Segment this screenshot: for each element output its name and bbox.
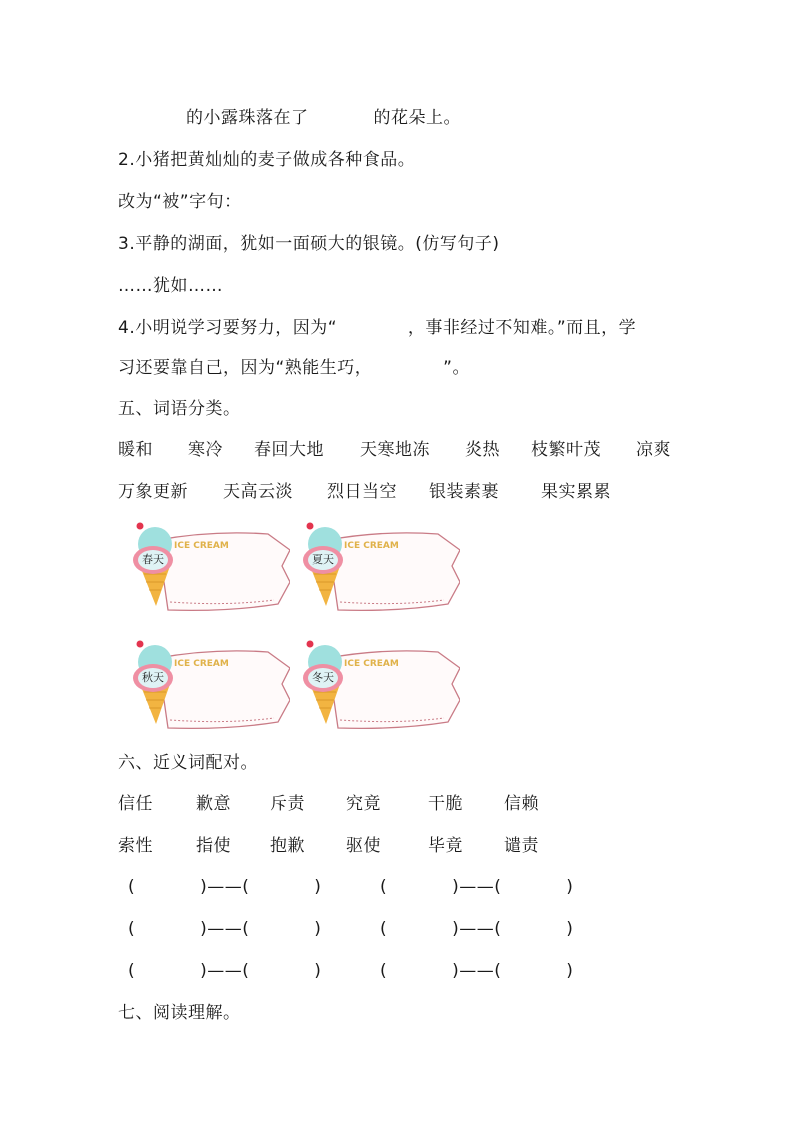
pair-blank[interactable]: ( )——( )	[128, 961, 322, 981]
word-item: 万象更新	[118, 482, 188, 502]
synonym-word: 毕竟	[428, 836, 463, 856]
season-card-winter[interactable]	[288, 634, 460, 732]
season-label-spring: 春天	[142, 553, 164, 566]
word-item: 炎热	[465, 440, 500, 460]
synonym-word: 驱使	[346, 836, 381, 856]
synonym-word: 指使	[196, 836, 231, 856]
pair-blank[interactable]: ( )——( )	[380, 877, 574, 897]
q2-title: 2.小猪把黄灿灿的麦子做成各种食品。	[118, 150, 416, 170]
season-label-autumn: 秋天	[142, 671, 164, 684]
ice-cream-banner-text: ICE CREAM	[174, 541, 229, 551]
q4-line1: 4.小明说学习要努力，因为“ ，事非经过不知难。”而且，学	[118, 318, 637, 338]
synonym-word: 歉意	[196, 794, 231, 814]
word-item: 寒冷	[188, 440, 223, 460]
section5-title: 五、词语分类。	[118, 399, 241, 419]
pair-blank[interactable]: ( )——( )	[380, 919, 574, 939]
synonym-word: 索性	[118, 836, 153, 856]
synonym-word: 斥责	[270, 794, 305, 814]
word-item: 天寒地冻	[360, 440, 430, 460]
q4-line2: 习还要靠自己，因为“熟能生巧， ”。	[118, 358, 470, 378]
pair-blank[interactable]: ( )——( )	[380, 961, 574, 981]
season-card-summer[interactable]	[288, 516, 460, 614]
section6-title: 六、近义词配对。	[118, 753, 258, 773]
word-item: 暖和	[118, 440, 153, 460]
season-card-spring[interactable]	[118, 516, 290, 614]
word-item: 烈日当空	[327, 482, 397, 502]
q2-instruction: 改为“被”字句：	[118, 192, 242, 212]
synonym-word: 谴责	[504, 836, 539, 856]
word-item: 枝繁叶茂	[531, 440, 601, 460]
season-label-winter: 冬天	[312, 671, 334, 684]
q3-title: 3.平静的湖面，犹如一面硕大的银镜。(仿写句子)	[118, 234, 500, 254]
season-label-summer: 夏天	[312, 553, 334, 566]
word-item: 果实累累	[541, 482, 611, 502]
word-item: 天高云淡	[223, 482, 293, 502]
pair-blank[interactable]: ( )——( )	[128, 919, 322, 939]
ice-cream-banner-text: ICE CREAM	[344, 659, 399, 669]
synonym-word: 究竟	[346, 794, 381, 814]
ice-cream-banner-text: ICE CREAM	[344, 541, 399, 551]
word-item: 银装素裹	[429, 482, 499, 502]
ice-cream-banner-text: ICE CREAM	[174, 659, 229, 669]
section7-title: 七、阅读理解。	[118, 1003, 241, 1023]
synonym-word: 抱歉	[270, 836, 305, 856]
season-card-autumn[interactable]	[118, 634, 290, 732]
pair-blank[interactable]: ( )——( )	[128, 877, 322, 897]
dew-sentence: 的小露珠落在了 的花朵上。	[186, 108, 461, 128]
word-item: 凉爽	[636, 440, 671, 460]
synonym-word: 信任	[118, 794, 153, 814]
q3-pattern: ……犹如……	[118, 276, 223, 296]
synonym-word: 干脆	[428, 794, 463, 814]
synonym-word: 信赖	[504, 794, 539, 814]
word-item: 春回大地	[254, 440, 324, 460]
